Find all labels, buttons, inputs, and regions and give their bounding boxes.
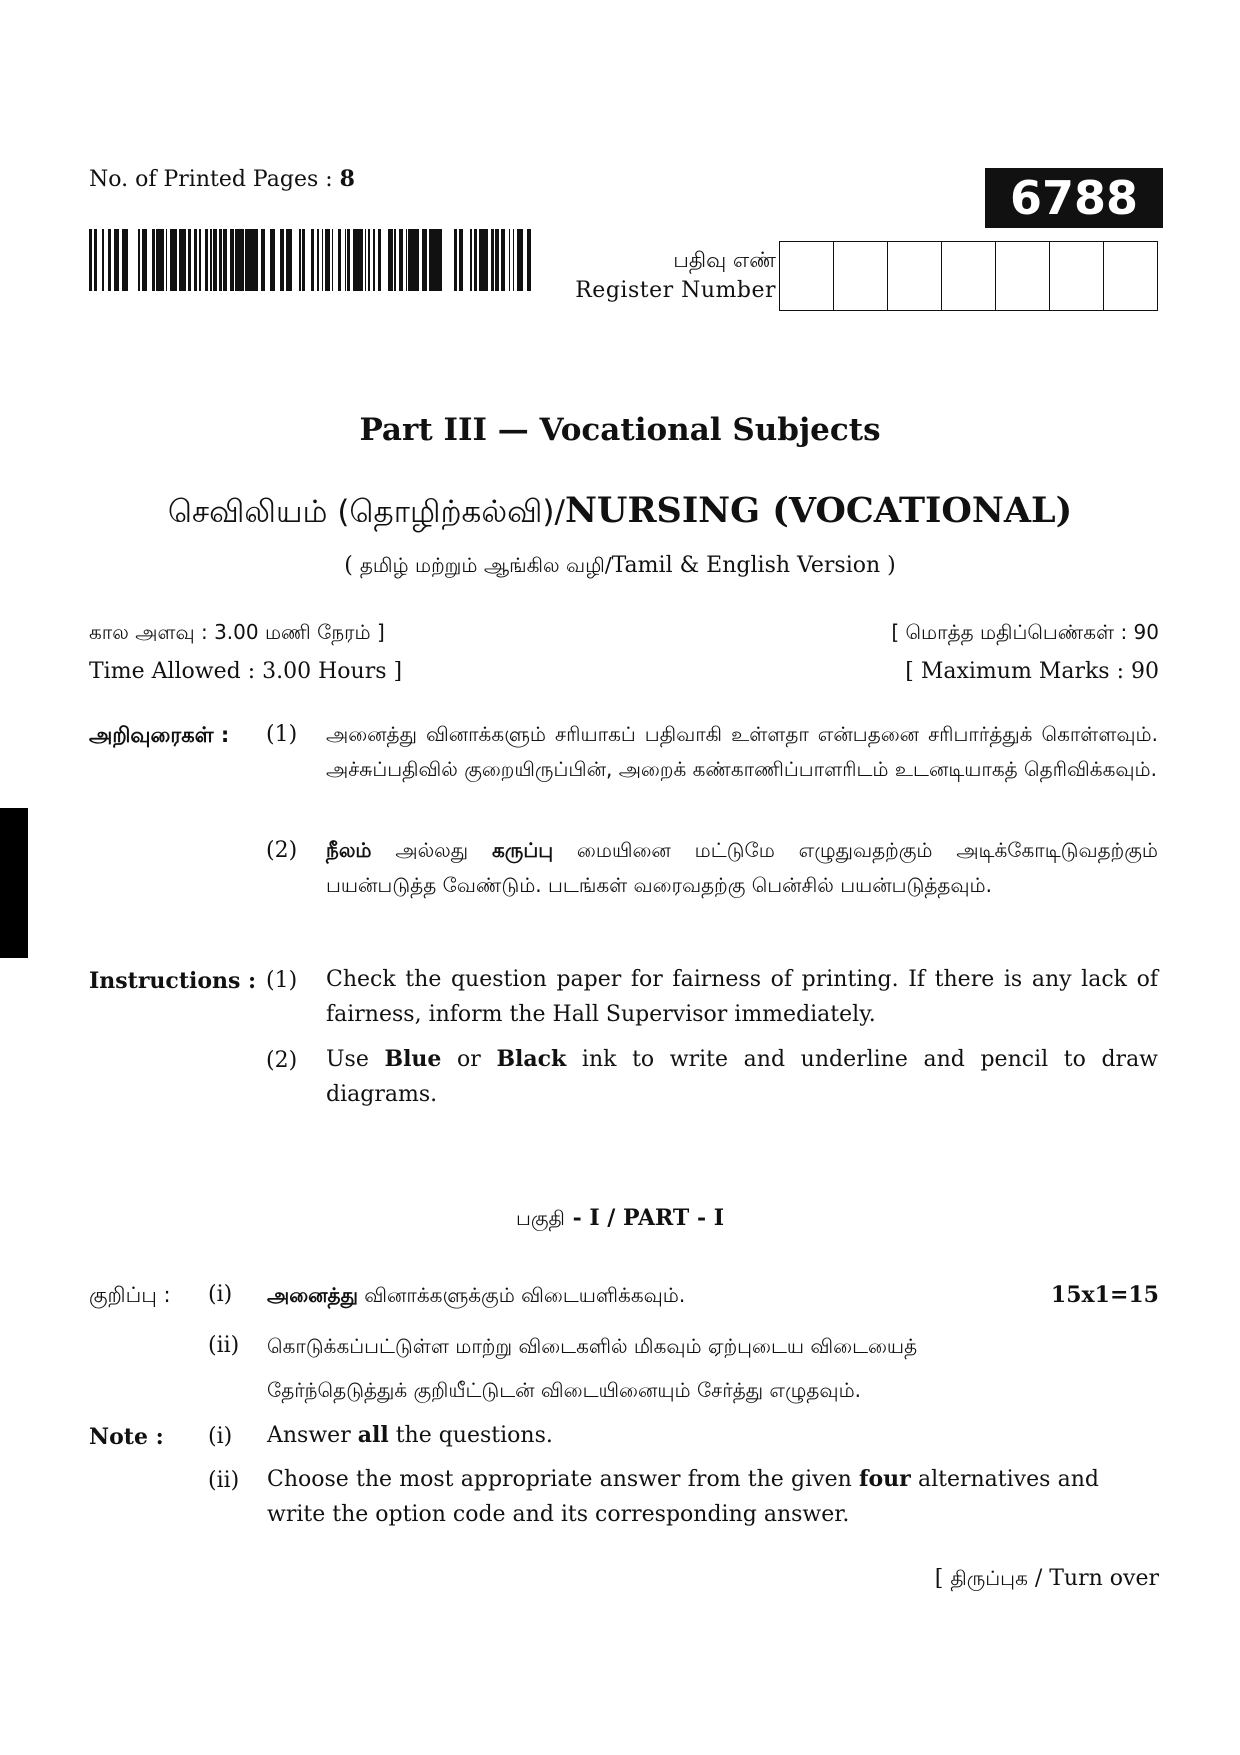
subject-title-ta: செவிலியம் (தொழிற்கல்வி)/ (167, 494, 565, 530)
instruction-ta-1: அனைத்து வினாக்களும் சரியாகப் பதிவாகி உள்ளதா என்பதனை சரிபார்த்துக் கொள்ளவும். அச்சுப்பதிவில் குறையிருப்பின், அறைக் கண்காணிப்பாளரிடம் உடனடியாகத் தெரிவிக்கவும். (326, 722, 1158, 781)
note-label-ta: குறிப்பு : (89, 1283, 171, 1307)
register-digit-box[interactable] (888, 242, 942, 310)
time-marks-en (89, 659, 1159, 684)
time-marks-ta (89, 620, 1159, 647)
max-marks-en: [ Maximum Marks : 90 (905, 659, 1159, 684)
barcode-image (89, 229, 533, 291)
note-en-i: Answer all the questions. (267, 1422, 553, 1448)
instructions-label-ta: அறிவுரைகள் : (89, 723, 230, 747)
time-allowed-en: Time Allowed : 3.00 Hours ] (89, 659, 403, 684)
register-digit-box[interactable] (1104, 242, 1157, 310)
max-marks-ta: [ மொத்த மதிப்பெண்கள் : 90 (891, 620, 1159, 644)
register-number-boxes[interactable] (779, 241, 1158, 311)
printed-pages: No. of Printed Pages : 8 (89, 166, 355, 192)
register-label-ta: பதிவு எண் (673, 248, 776, 272)
section-heading: பகுதி - I / PART - I (515, 1205, 725, 1231)
marks-scheme: 15x1=15 (1050, 1282, 1159, 1308)
register-digit-box[interactable] (834, 242, 888, 310)
turn-over: [ திருப்புக / Turn over (934, 1566, 1159, 1591)
note-ta-ii-line1: கொடுக்கப்பட்டுள்ள மாற்று விடைகளில் மிகவும் ஏற்புடைய விடையைத் (267, 1334, 918, 1358)
register-digit-box[interactable] (996, 242, 1050, 310)
note-ta-i: அனைத்து வினாக்களுக்கும் விடையளிக்கவும். (267, 1283, 686, 1307)
note-ta-ii-line2: தேர்ந்தெடுத்துக் குறியீட்டுடன் விடையினையும் சேர்த்து எழுதவும். (267, 1378, 862, 1402)
register-digit-box[interactable] (780, 242, 834, 310)
register-label-en: Register Number (575, 278, 776, 303)
time-allowed-ta: கால அளவு : 3.00 மணி நேரம் ] (89, 620, 385, 644)
note-en-ii: Choose the most appropriate answer from the given four alternatives and write the option code and its corresponding answer. (267, 1466, 1099, 1527)
instructions-label-en: Instructions : (89, 968, 257, 994)
part-title: Part III — Vocational Subjects (359, 412, 881, 448)
subject-title (0, 490, 1240, 534)
subject-title-en: NURSING (VOCATIONAL) (564, 490, 1073, 531)
note-label-en: Note : (89, 1424, 164, 1450)
side-marker-bar (0, 808, 28, 958)
instruction-ta-2: நீலம் அல்லது கருப்பு மையினை மட்டுமே எழுதுவதற்கும் அடிக்கோடிடுவதற்கும் பயன்படுத்த வேண்டும். படங்கள் வரைவதற்கு பென்சில் பயன்படுத்தவும். (326, 838, 1158, 897)
paper-code: 6788 (985, 168, 1163, 228)
version-line: ( தமிழ் மற்றும் ஆங்கில வழி/Tamil & English Version ) (344, 553, 896, 578)
register-digit-box[interactable] (942, 242, 996, 310)
instruction-en-1: Check the question paper for fairness of printing. If there is any lack of fairness, inform the Hall Supervisor immediately. (326, 967, 1158, 1027)
register-digit-box[interactable] (1050, 242, 1104, 310)
instruction-en-2: Use Blue or Black ink to write and underline and pencil to draw diagrams. (326, 1046, 1159, 1107)
